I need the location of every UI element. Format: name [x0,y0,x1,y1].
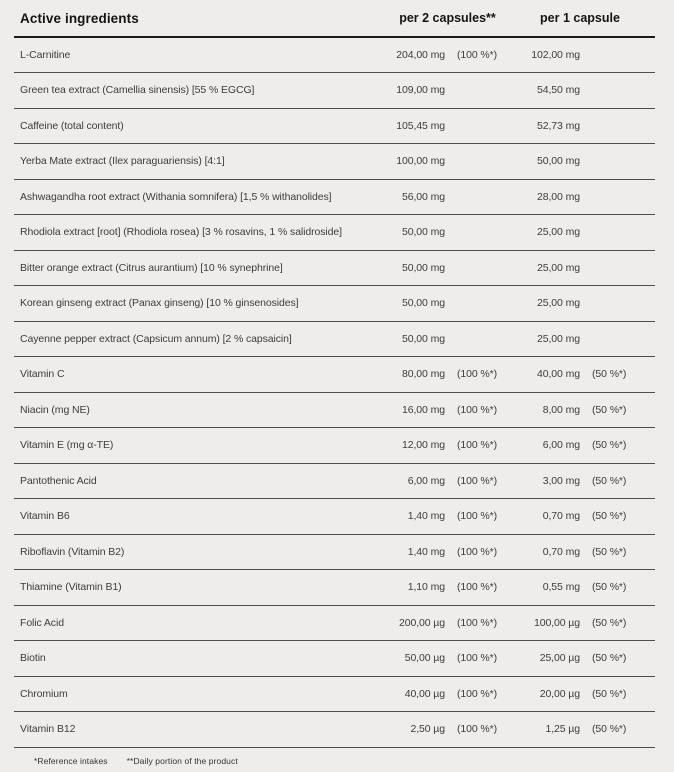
ingredient-name: Folic Acid [14,605,390,641]
per-1-capsule-percent [580,321,655,357]
per-1-capsule-percent [580,179,655,215]
table-row [14,392,655,428]
ingredient-name: Cayenne pepper extract (Capsicum annum) [2 % capsaicin] [14,321,390,357]
per-2-capsules-value: 105,45 mg [390,108,445,144]
table-body [14,37,655,747]
per-1-capsule-percent [580,286,655,322]
per-1-capsule-percent: (50 %*) [580,676,655,712]
per-2-capsules-percent: (100 %*) [445,534,505,570]
table-row [14,534,655,570]
per-2-capsules-percent: (100 %*) [445,392,505,428]
per-1-capsule-value: 25,00 mg [505,215,580,251]
ingredient-name: Vitamin B12 [14,712,390,748]
per-2-capsules-percent: (100 %*) [445,428,505,464]
per-2-capsules-percent [445,144,505,180]
active-ingredients-table [14,0,655,748]
table-row [14,428,655,464]
footnote-daily-portion: **Daily portion of the product [126,755,238,766]
table-row [14,357,655,393]
per-1-capsule-percent: (50 %*) [580,428,655,464]
per-2-capsules-value: 100,00 mg [390,144,445,180]
table-row [14,286,655,322]
per-2-capsules-value: 50,00 mg [390,250,445,286]
per-2-capsules-value: 56,00 mg [390,179,445,215]
table-row [14,605,655,641]
per-1-capsule-percent: (50 %*) [580,534,655,570]
ingredient-name: Vitamin B6 [14,499,390,535]
per-1-capsule-value: 0,55 mg [505,570,580,606]
per-2-capsules-value: 50,00 mg [390,321,445,357]
per-1-capsule-percent: (50 %*) [580,605,655,641]
per-2-capsules-percent [445,108,505,144]
per-1-capsule-percent: (50 %*) [580,641,655,677]
table-row [14,570,655,606]
per-1-capsule-percent: (50 %*) [580,392,655,428]
table-row [14,250,655,286]
table-header-row [14,0,655,37]
per-1-capsule-value: 100,00 µg [505,605,580,641]
per-1-capsule-value: 28,00 mg [505,179,580,215]
ingredient-name: Green tea extract (Camellia sinensis) [55 % EGCG] [14,73,390,109]
table-row [14,37,655,73]
per-2-capsules-value: 50,00 mg [390,215,445,251]
per-2-capsules-percent: (100 %*) [445,605,505,641]
per-2-capsules-value: 204,00 mg [390,37,445,73]
per-1-capsule-value: 25,00 µg [505,641,580,677]
per-2-capsules-value: 109,00 mg [390,73,445,109]
table-row [14,499,655,535]
table-row [14,676,655,712]
ingredient-name: Biotin [14,641,390,677]
per-1-capsule-value: 50,00 mg [505,144,580,180]
per-2-capsules-percent: (100 %*) [445,463,505,499]
table-row [14,641,655,677]
per-2-capsules-value: 16,00 mg [390,392,445,428]
per-2-capsules-percent: (100 %*) [445,357,505,393]
per-2-capsules-value: 12,00 mg [390,428,445,464]
per-2-capsules-percent: (100 %*) [445,641,505,677]
per-1-capsule-percent [580,37,655,73]
per-1-capsule-value: 25,00 mg [505,286,580,322]
per-1-capsule-percent [580,250,655,286]
ingredient-name: Niacin (mg NE) [14,392,390,428]
ingredient-name: Korean ginseng extract (Panax ginseng) [10 % ginsenosides] [14,286,390,322]
table-row [14,463,655,499]
per-1-capsule-value: 0,70 mg [505,534,580,570]
per-1-capsule-percent: (50 %*) [580,570,655,606]
ingredient-name: Rhodiola extract [root] (Rhodiola rosea) [3 % rosavins, 1 % salidroside] [14,215,390,251]
per-1-capsule-percent [580,144,655,180]
per-1-capsule-value: 8,00 mg [505,392,580,428]
per-1-capsule-value: 20,00 µg [505,676,580,712]
per-2-capsules-percent [445,179,505,215]
table-row [14,179,655,215]
per-1-capsule-value: 25,00 mg [505,250,580,286]
per-1-capsule-percent [580,108,655,144]
per-2-capsules-percent [445,250,505,286]
per-1-capsule-percent: (50 %*) [580,712,655,748]
per-2-capsules-value: 200,00 µg [390,605,445,641]
per-1-capsule-percent: (50 %*) [580,499,655,535]
per-1-capsule-value: 52,73 mg [505,108,580,144]
table-row [14,321,655,357]
column-header-per-2-capsules: per 2 capsules** [390,0,505,37]
per-1-capsule-value: 54,50 mg [505,73,580,109]
table-row [14,712,655,748]
ingredient-name: Riboflavin (Vitamin B2) [14,534,390,570]
per-2-capsules-percent [445,73,505,109]
per-2-capsules-percent: (100 %*) [445,676,505,712]
ingredient-name: Vitamin E (mg α-TE) [14,428,390,464]
per-2-capsules-percent [445,215,505,251]
ingredient-name: Caffeine (total content) [14,108,390,144]
per-1-capsule-value: 40,00 mg [505,357,580,393]
per-2-capsules-percent: (100 %*) [445,570,505,606]
per-1-capsule-percent: (50 %*) [580,463,655,499]
per-2-capsules-value: 1,10 mg [390,570,445,606]
per-2-capsules-percent: (100 %*) [445,712,505,748]
per-1-capsule-value: 25,00 mg [505,321,580,357]
ingredient-name: Ashwagandha root extract (Withania somnifera) [1,5 % withanolides] [14,179,390,215]
per-2-capsules-percent: (100 %*) [445,37,505,73]
per-1-capsule-percent [580,73,655,109]
per-1-capsule-value: 0,70 mg [505,499,580,535]
footnote-reference-intakes: *Reference intakes [34,755,108,766]
per-1-capsule-percent: (50 %*) [580,357,655,393]
per-1-capsule-value: 1,25 µg [505,712,580,748]
ingredient-name: Chromium [14,676,390,712]
per-2-capsules-value: 1,40 mg [390,499,445,535]
per-2-capsules-value: 6,00 mg [390,463,445,499]
per-1-capsule-value: 3,00 mg [505,463,580,499]
per-2-capsules-value: 40,00 µg [390,676,445,712]
per-2-capsules-value: 50,00 mg [390,286,445,322]
ingredient-name: Thiamine (Vitamin B1) [14,570,390,606]
per-2-capsules-value: 2,50 µg [390,712,445,748]
ingredient-name: Bitter orange extract (Citrus aurantium) [10 % synephrine] [14,250,390,286]
table-row [14,144,655,180]
table-row [14,108,655,144]
ingredient-name: Pantothenic Acid [14,463,390,499]
ingredient-name: Yerba Mate extract (Ilex paraguariensis) [4:1] [14,144,390,180]
per-1-capsule-percent [580,215,655,251]
per-1-capsule-value: 6,00 mg [505,428,580,464]
per-2-capsules-percent [445,321,505,357]
table-row [14,215,655,251]
footnotes [14,748,655,766]
table-title: Active ingredients [14,0,390,37]
table-row [14,73,655,109]
per-2-capsules-percent: (100 %*) [445,499,505,535]
per-1-capsule-value: 102,00 mg [505,37,580,73]
per-2-capsules-value: 80,00 mg [390,357,445,393]
per-2-capsules-value: 1,40 mg [390,534,445,570]
per-2-capsules-percent [445,286,505,322]
per-2-capsules-value: 50,00 µg [390,641,445,677]
ingredient-name: Vitamin C [14,357,390,393]
column-header-per-1-capsule: per 1 capsule [505,0,655,37]
ingredient-name: L-Carnitine [14,37,390,73]
